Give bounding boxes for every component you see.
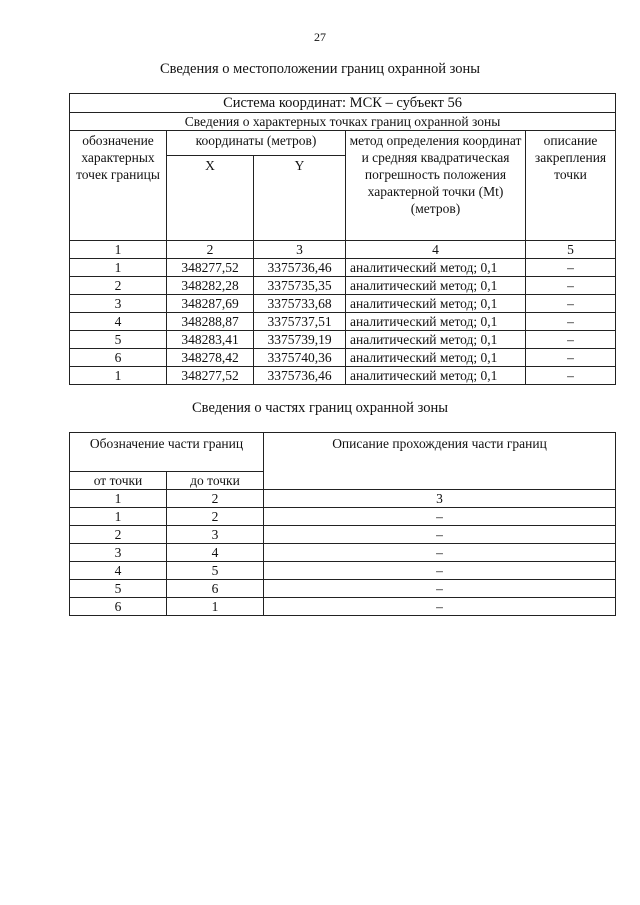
y-value: 3375737,51 (254, 313, 346, 331)
point-id: 1 (70, 367, 167, 385)
fixing-value: – (526, 259, 616, 277)
column-number: 4 (346, 241, 526, 259)
from-point: 2 (70, 526, 167, 544)
coordinates-section-title: Сведения о местоположении границ охранной зоны (159, 61, 480, 77)
to-point: 2 (167, 508, 264, 526)
y-value: 3375733,68 (254, 295, 346, 313)
y-value: 3375740,36 (254, 349, 346, 367)
table-row (70, 544, 616, 562)
point-id: 1 (70, 259, 167, 277)
column-number: 1 (70, 490, 167, 508)
x-value: 348282,28 (167, 277, 254, 295)
method-value: аналитический метод; 0,1 (346, 277, 526, 295)
from-point: 4 (70, 562, 167, 580)
to-point: 5 (167, 562, 264, 580)
part-description: – (264, 508, 616, 526)
header-x: X (167, 155, 254, 240)
fixing-value: – (526, 349, 616, 367)
x-value: 348288,87 (167, 313, 254, 331)
table-row (70, 562, 616, 580)
from-point: 3 (70, 544, 167, 562)
fixing-value: – (526, 313, 616, 331)
point-id: 4 (70, 313, 167, 331)
to-point: 3 (167, 526, 264, 544)
page-number: 27 (314, 30, 326, 44)
table-row (70, 313, 616, 331)
table-row (70, 349, 616, 367)
from-point: 6 (70, 598, 167, 616)
coordinates-table (69, 93, 616, 385)
table-row (70, 598, 616, 616)
column-number: 3 (264, 490, 616, 508)
point-id: 3 (70, 295, 167, 313)
part-description: – (264, 562, 616, 580)
method-value: аналитический метод; 0,1 (346, 259, 526, 277)
table-row (70, 508, 616, 526)
column-number: 2 (167, 490, 264, 508)
method-value: аналитический метод; 0,1 (346, 349, 526, 367)
parts-section-title: Сведения о частях границ охранной зоны (192, 400, 448, 416)
column-number: 3 (254, 241, 346, 259)
point-id: 6 (70, 349, 167, 367)
header-y: Y (254, 155, 346, 240)
header-description-blank (264, 472, 616, 490)
part-description: – (264, 526, 616, 544)
method-value: аналитический метод; 0,1 (346, 331, 526, 349)
from-point: 5 (70, 580, 167, 598)
column-number: 1 (70, 241, 167, 259)
fixing-value: – (526, 367, 616, 385)
method-value: аналитический метод; 0,1 (346, 295, 526, 313)
table-row (70, 259, 616, 277)
x-value: 348278,42 (167, 349, 254, 367)
table-row (70, 367, 616, 385)
fixing-value: – (526, 331, 616, 349)
header-from-point: от точки (70, 472, 167, 490)
part-description: – (264, 598, 616, 616)
method-value: аналитический метод; 0,1 (346, 313, 526, 331)
to-point: 4 (167, 544, 264, 562)
from-point: 1 (70, 508, 167, 526)
column-number-row (70, 241, 616, 259)
fixing-value: – (526, 277, 616, 295)
header-coordinates: координаты (метров) (167, 131, 346, 156)
y-value: 3375739,19 (254, 331, 346, 349)
boundary-parts-table (69, 432, 616, 616)
table-row (70, 580, 616, 598)
table-row (70, 277, 616, 295)
column-number: 2 (167, 241, 254, 259)
table-row (70, 331, 616, 349)
to-point: 1 (167, 598, 264, 616)
header-designation: Обозначение части границ (70, 433, 264, 472)
table-row (70, 295, 616, 313)
points-subtitle: Сведения о характерных точках границ охранной зоны (70, 113, 616, 131)
x-value: 348287,69 (167, 295, 254, 313)
x-value: 348277,52 (167, 367, 254, 385)
header-method: метод определения координат и средняя квадратическая погрешность положения характерной точки (Mt) (метров) (346, 131, 526, 241)
header-to-point: до точки (167, 472, 264, 490)
header-point: обозначение характерных точек границы (70, 131, 167, 241)
header-fixing: описание закрепления точки (526, 131, 616, 241)
part-description: – (264, 544, 616, 562)
point-id: 5 (70, 331, 167, 349)
x-value: 348283,41 (167, 331, 254, 349)
part-description: – (264, 580, 616, 598)
coordinate-system-label: Система координат: МСК – субъект 56 (70, 94, 616, 113)
column-number-row (70, 490, 616, 508)
fixing-value: – (526, 295, 616, 313)
y-value: 3375736,46 (254, 259, 346, 277)
y-value: 3375735,35 (254, 277, 346, 295)
table-row (70, 526, 616, 544)
header-description: Описание прохождения части границ (264, 433, 616, 472)
x-value: 348277,52 (167, 259, 254, 277)
method-value: аналитический метод; 0,1 (346, 367, 526, 385)
point-id: 2 (70, 277, 167, 295)
to-point: 6 (167, 580, 264, 598)
column-number: 5 (526, 241, 616, 259)
y-value: 3375736,46 (254, 367, 346, 385)
